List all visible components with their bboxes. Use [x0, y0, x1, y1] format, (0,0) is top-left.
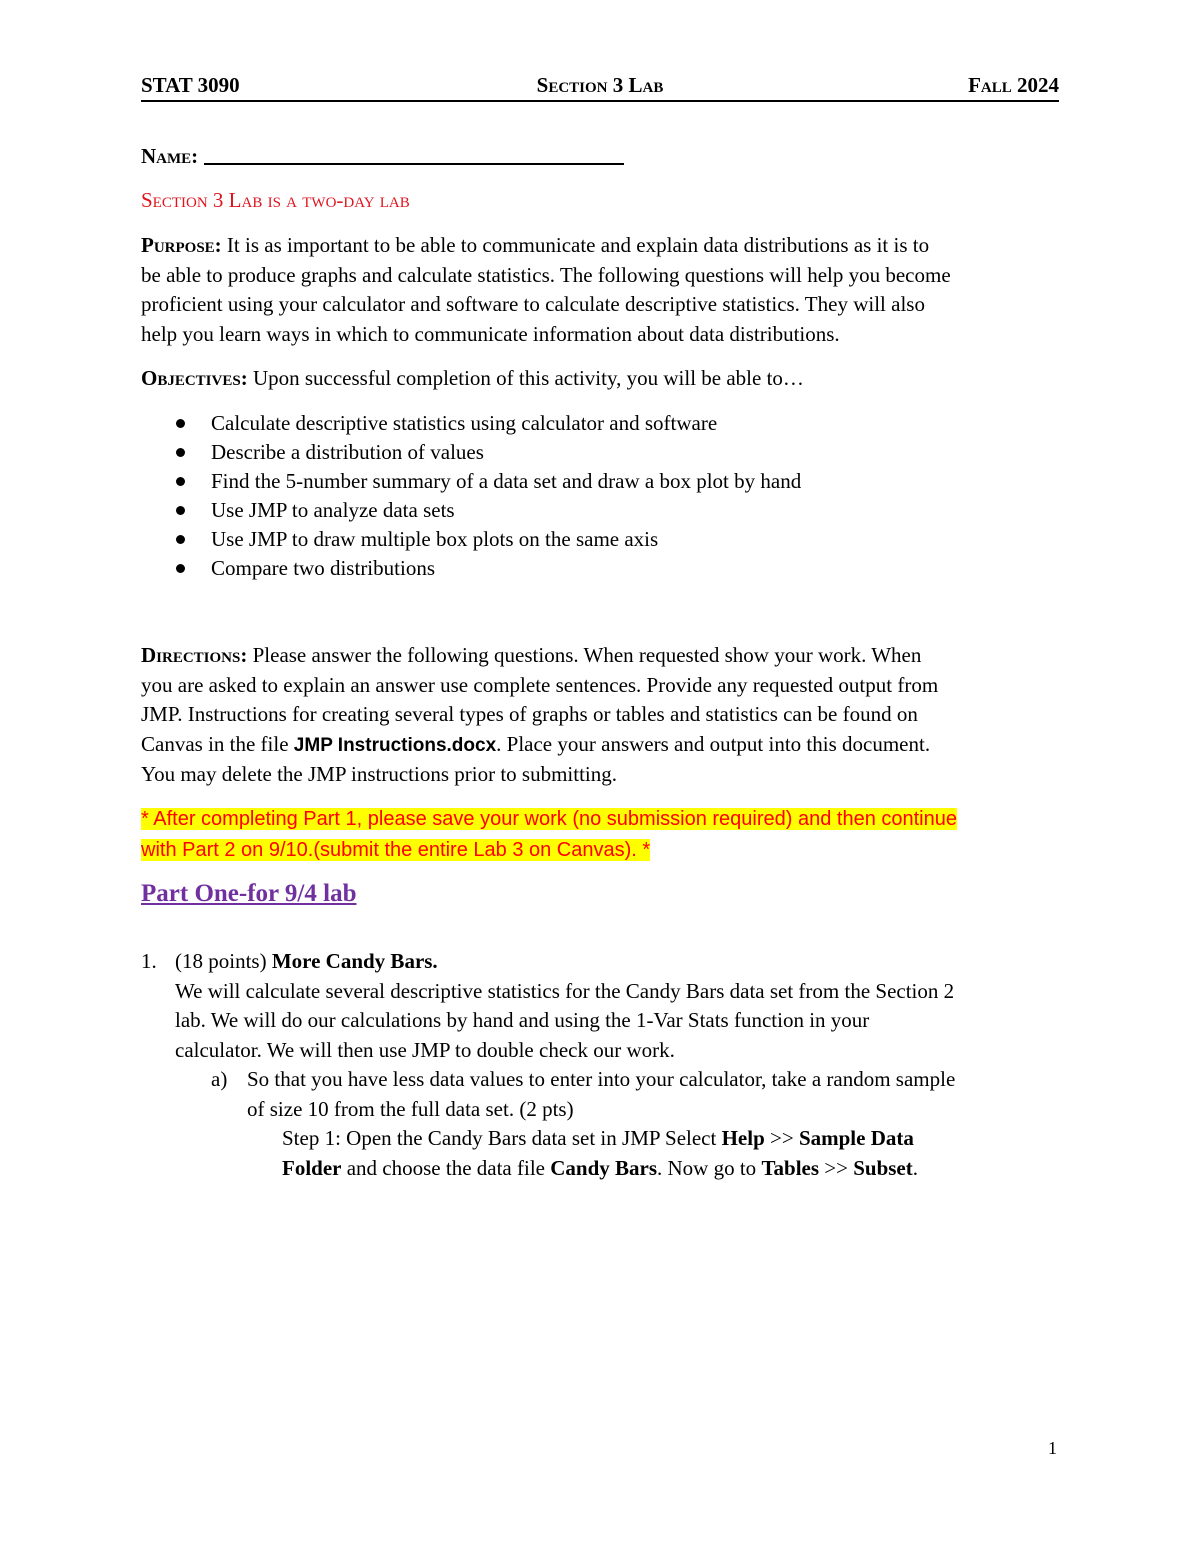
name-blank-line [204, 143, 624, 165]
purpose-section [141, 231, 1061, 349]
objectives-section [141, 364, 1061, 394]
step-1: Step 1: Open the Candy Bars data set in JMP Select Help >> Sample Data [282, 1126, 914, 1150]
purpose-line: proficient using your calculator and software to calculate descriptive statistics. They will also [141, 292, 925, 316]
list-item: Use JMP to draw multiple box plots on the same axis [141, 525, 1061, 554]
list-item: Calculate descriptive statistics using calculator and software [141, 409, 1061, 438]
list-item: Use JMP to analyze data sets [141, 496, 1061, 525]
lab-title: Section 3 Lab [536, 73, 664, 97]
question-title: More Candy Bars. [271, 949, 438, 973]
page-number: 1 [1048, 1438, 1057, 1458]
bullet-icon [176, 419, 185, 428]
list-item: Describe a distribution of values [141, 438, 1061, 467]
purpose-line: It is as important to be able to communicate and explain data distributions as it is to [226, 233, 930, 257]
submission-notice: * After completing Part 1, please save your work (no submission required) and then continue with Part 2 on 9/10.(submit the entire Lab 3 on Canvas). * [141, 808, 957, 861]
question-number: 1. [141, 949, 157, 973]
part-one-heading: Part One-for 9/4 lab [141, 880, 357, 907]
bullet-icon [176, 506, 185, 515]
directions-section: Directions: Please answer the following questions. When requested show your work. When you are asked to explain an answer use complete sentences. Provide any requested output from JMP. Instructions for creating several types of graphs or tables and statistics can be found on Canvas in the file JMP Instructions.docx. Place your answers and output into this document. You may delete the JMP instructions prior to submitting. [141, 643, 939, 786]
two-day-notice: Section 3 Lab is a two-day lab [141, 188, 410, 212]
course-code: STAT 3090 [141, 73, 240, 97]
purpose-line: help you learn ways in which to communicate information about data distributions. [141, 321, 840, 346]
bullet-icon [176, 448, 185, 457]
jmp-instructions-filename: JMP Instructions.docx [293, 734, 497, 756]
purpose-label: Purpose: [141, 233, 222, 257]
name-field [141, 142, 1061, 172]
bullet-icon [176, 477, 185, 486]
list-item: Find the 5-number summary of a data set and draw a box plot by hand [141, 467, 1061, 496]
bullet-icon [176, 564, 185, 573]
objectives-list [141, 409, 1061, 583]
question-1a: a) So that you have less data values to enter into your calculator, take a random sample [211, 1067, 956, 1091]
name-label: Name: [141, 144, 199, 168]
term: Fall 2024 [968, 73, 1059, 97]
directions-label: Directions: [141, 643, 248, 667]
purpose-line: be able to produce graphs and calculate statistics. The following questions will help you become [141, 262, 951, 287]
objectives-intro: Upon successful completion of this activity, you will be able to… [252, 366, 804, 390]
objectives-label: Objectives: [141, 366, 248, 390]
page-header [141, 72, 1059, 102]
question-1: 1. (18 points) More Candy Bars. We will calculate several descriptive statistics for the Candy Bars data set from the Section 2 lab. We will do our calculations by hand and using the 1-Var Stats function in your calculator. We will then use JMP to double check our work. a) So that you have less data values to enter into your calculator, take a random sample of size 10 from the full data set. (2 pts) Step 1: Open the Candy Bars data set in JMP Select Help >> Sample Data Folder and choose the data file Candy Bars. Now go to Tables >> Subset. [141, 947, 1061, 1183]
bullet-icon [176, 535, 185, 544]
list-item: Compare two distributions [141, 554, 1061, 583]
